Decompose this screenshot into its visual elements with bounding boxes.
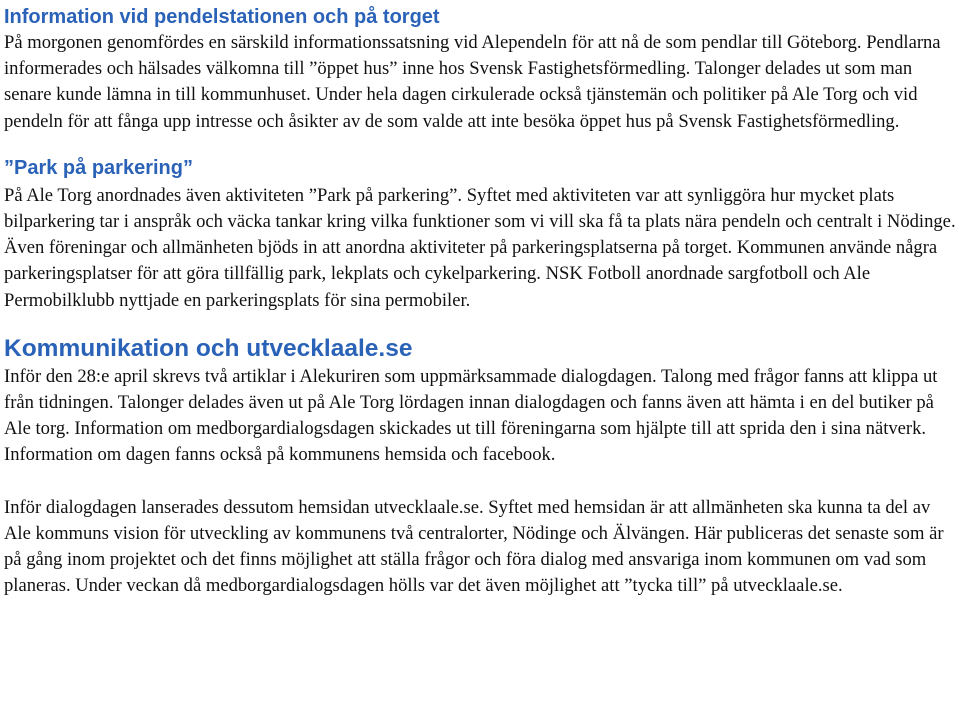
section-heading-kommunikation: Kommunikation och utvecklaale.se bbox=[4, 334, 413, 362]
section-paragraph-information: På morgonen genomfördes en särskild informationssatsning vid Alependeln för att nå de som pendlar till Göteborg. Pendlarna informerades och hälsades välkomna till ”öppet hus” inne hos Svensk Fastighetsförmedling. Talonger delades ut som man senare kunde lämna in till kommunhuset. Under hela dagen cirkulerade också tjänstemän och politiker på Ale Torg och vid pendeln för att fånga upp intresse och åsikter av de som valde att inte besöka öppet hus på Svensk Fastighetsförmedling. bbox=[4, 32, 941, 132]
section-paragraph-park: På Ale Torg anordnades även aktiviteten ”Park på parkering”. Syftet med aktiviteten var att synliggöra hur mycket plats bilparkering tar i anspråk och väcka tankar kring vilka funktioner som vi vill ska få ta plats nära pendeln och centralt i Nödinge. Även föreningar och allmänheten bjöds in att anordna aktiviteter på parkeringsplatserna på torget. Kommunen använde några parkeringsplatser för att göra tillfällig park, lekplats och cykelparkering. NSK Fotboll anordnade sargfotboll och Ale Permobilklubb nyttjade en parkeringsplats för sina permobiler. bbox=[4, 184, 956, 311]
document-page bbox=[4, 0, 958, 599]
section-heading-park: ”Park på parkering” bbox=[4, 156, 193, 179]
section-paragraph-kommunikation-1: Inför den 28:e april skrevs två artiklar i Alekuriren som uppmärksammade dialogdagen. Talong med frågor fanns att klippa ut från tidningen. Talonger delades även ut på Ale Torg lördagen innan dialogdagen och fanns även att hämta i en del butiker på Ale torg. Information om medborgardialogsdagen skickades ut till föreningarna som hjälpte till att sprida den i sina nätverk. Information om dagen fanns också på kommunens hemsida och facebook. bbox=[4, 365, 938, 466]
section-paragraph-kommunikation-2: Inför dialogdagen lanserades dessutom hemsidan utvecklaale.se. Syftet med hemsidan är att allmänheten ska kunna ta del av Ale kommuns vision för utveckling av kommunens två centralorter, Nödinge och Älvängen. Här publiceras det senaste som är på gång inom projektet och det finns möjlighet att ställa frågor och föra dialog med ansvariga inom kommunen om vad som planeras. Under veckan då medborgardialogsdagen hölls var det även möjlighet att ”tycka till” på utvecklaale.se. bbox=[4, 496, 944, 597]
section-heading-information: Information vid pendelstationen och på torget bbox=[4, 6, 440, 28]
